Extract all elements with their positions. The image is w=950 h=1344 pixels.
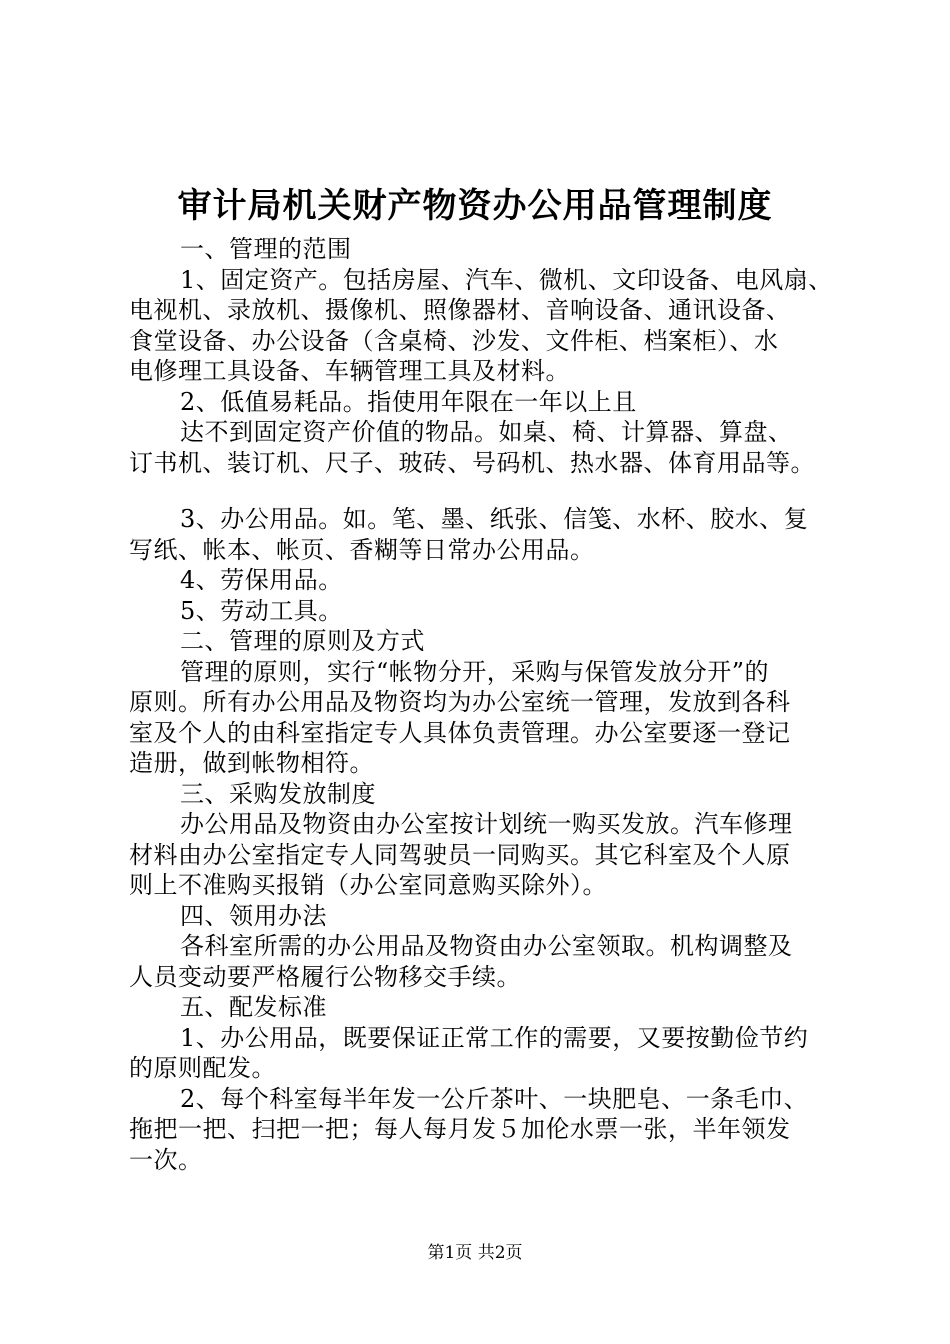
paragraph-line: 食堂设备、办公设备（含桌椅、沙发、文件柜、档案柜）、水 [129,326,779,355]
paragraph-line: 4、劳保用品。 [180,566,343,594]
section-heading: 二、管理的原则及方式 [180,627,425,655]
paragraph-line: 达不到固定资产价值的物品。如桌、椅、计算器、算盘、 [180,418,793,446]
paragraph-line: 管理的原则，实行“帐物分开，采购与保管发放分开”的 [180,657,770,686]
section-heading: 一、管理的范围 [180,235,352,263]
paragraph-line: 原则。所有办公用品及物资均为办公室统一管理，发放到各科 [129,688,791,716]
paragraph-line: 写纸、帐本、帐页、香糊等日常办公用品。 [129,535,595,564]
paragraph-line: 的原则配发。 [129,1054,276,1082]
document-body [129,234,833,1175]
section-heading: 五、配发标准 [180,993,327,1021]
paragraph-line: 3、办公用品。如。笔、墨、纸张、信笺、水杯、胶水、复 [180,505,809,533]
paragraph-line: 则上不准购买报销（办公室同意购买除外）。 [129,871,607,899]
paragraph-line: 人员变动要严格履行公物移交手续。 [129,962,521,991]
paragraph-gap [129,478,833,504]
paragraph-line: 一次。 [129,1145,203,1174]
paragraph-line: 各科室所需的办公用品及物资由办公室领取。机构调整及 [180,932,793,960]
paragraph-line: 1、办公用品，既要保证正常工作的需要，又要按勤俭节约 [180,1023,809,1052]
section-heading: 四、领用办法 [180,901,327,930]
document-title: 审计局机关财产物资办公用品管理制度 [177,186,773,226]
paragraph-line: 2、每个科室每半年发一公斤茶叶、一块肥皂、一条毛巾、 [180,1084,809,1113]
paragraph-line: 1、固定资产。包括房屋、汽车、微机、文印设备、电风扇、 [180,265,833,294]
paragraph-line: 造册，做到帐物相符。 [129,749,374,777]
paragraph-line: 2、低值易耗品。指使用年限在一年以上且 [180,387,637,416]
page-footer: 第1页 共2页 [427,1243,523,1263]
paragraph-line: 订书机、装订机、尺子、玻砖、号码机、热水器、体育用品等。 [129,448,815,477]
section-heading: 三、采购发放制度 [180,779,376,808]
paragraph-line: 办公用品及物资由办公室按计划统一购买发放。汽车修理 [180,810,793,838]
paragraph-line: 电修理工具设备、车辆管理工具及材料。 [129,357,570,385]
paragraph-line: 拖把一把、扫把一把；每人每月发５加伦水票一张，半年领发 [129,1115,791,1143]
paragraph-line: 室及个人的由科室指定专人具体负责管理。办公室要逐一登记 [129,718,791,747]
paragraph-line: 5、劳动工具。 [180,596,343,625]
paragraph-line: 电视机、录放机、摄像机、照像器材、音响设备、通讯设备、 [129,296,791,324]
paragraph-line: 材料由办公室指定专人同驾驶员一同购买。其它科室及个人原 [129,840,791,869]
